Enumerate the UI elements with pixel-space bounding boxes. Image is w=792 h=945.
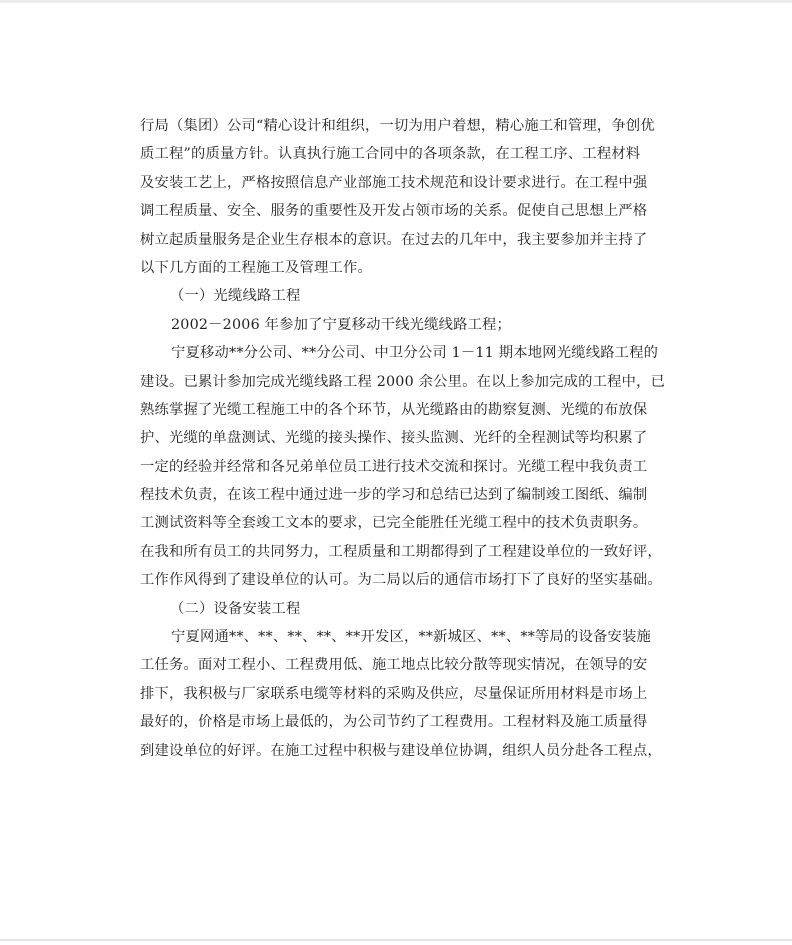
document-page	[140, 112, 666, 765]
paragraph-line: 熟练掌握了光缆工程施工中的各个环节，从光缆路由的勘察复测、光缆的布放保	[140, 401, 648, 418]
paragraph-line: 工测试资料等全套竣工文本的要求，已完全能胜任光缆工程中的技术负责职务。	[140, 515, 648, 532]
paragraph-line: 到建设单位的好评。在施工过程中积极与建设单位协调，组织人员分赴各工程点，	[140, 742, 662, 759]
page-top-border	[0, 0, 792, 3]
paragraph-line: 在我和所有员工的共同努力，工程质量和工期都得到了工程建设单位的一致好评，	[140, 543, 662, 560]
paragraph-line: 2002－2006 年参加了宁夏移动干线光缆线路工程；	[171, 316, 512, 333]
paragraph-line: 及安装工艺上，严格按照信息产业部施工技术规范和设计要求进行。在工程中强	[140, 174, 648, 191]
page-bottom-border	[0, 939, 792, 941]
paragraph-line: 建设。已累计参加完成光缆线路工程 2000 余公里。在以上参加完成的工程中，已	[140, 373, 666, 390]
paragraph-line: 护、光缆的单盘测试、光缆的接头操作、接头监测、光纤的全程测试等均积累了	[140, 430, 648, 447]
paragraph-line: 工作作风得到了建设单位的认可。为二局以后的通信市场打下了良好的坚实基础。	[140, 572, 662, 589]
paragraph-line: 行局（集团）公司“精心设计和组织，一切为用户着想，精心施工和管理，争创优	[140, 118, 655, 134]
paragraph-line: 宁夏移动**分公司、**分公司、中卫分公司 1－11 期本地网光缆线路工程的	[171, 345, 659, 362]
paragraph-line: 一定的经验并经常和各兄弟单位员工进行技术交流和探讨。光缆工程中我负责工	[140, 458, 648, 475]
paragraph-line: 工任务。面对工程小、工程费用低、施工地点比较分散等现实情况，在领导的安	[140, 657, 648, 674]
paragraph-line: 树立起质量服务是企业生存根本的意识。在过去的几年中，我主要参加并主持了	[140, 231, 648, 248]
paragraph-line: 程技术负责，在该工程中通过进一步的学习和总结已达到了编制竣工图纸、编制	[140, 487, 648, 504]
paragraph-line: 宁夏网通**、**、**、**、**开发区，**新城区、**、**等局的设备安装施	[171, 629, 651, 646]
paragraph-line: 最好的，价格是市场上最低的，为公司节约了工程费用。工程材料及施工质量得	[140, 714, 648, 731]
paragraph-line: 以下几方面的工程施工及管理工作。	[140, 259, 372, 276]
paragraph-line: 排下，我积极与厂家联系电缆等材料的采购及供应，尽量保证所用材料是市场上	[140, 685, 648, 702]
paragraph-line: 调工程质量、安全、服务的重要性及开发占领市场的关系。促使自己思想上严格	[140, 203, 648, 220]
section-heading: （一）光缆线路工程	[170, 288, 301, 305]
section-heading: （二）设备安装工程	[170, 600, 301, 617]
paragraph-line: 质工程”的质量方针。认真执行施工合同中的各项条款，在工程工序、工程材料	[140, 146, 641, 163]
